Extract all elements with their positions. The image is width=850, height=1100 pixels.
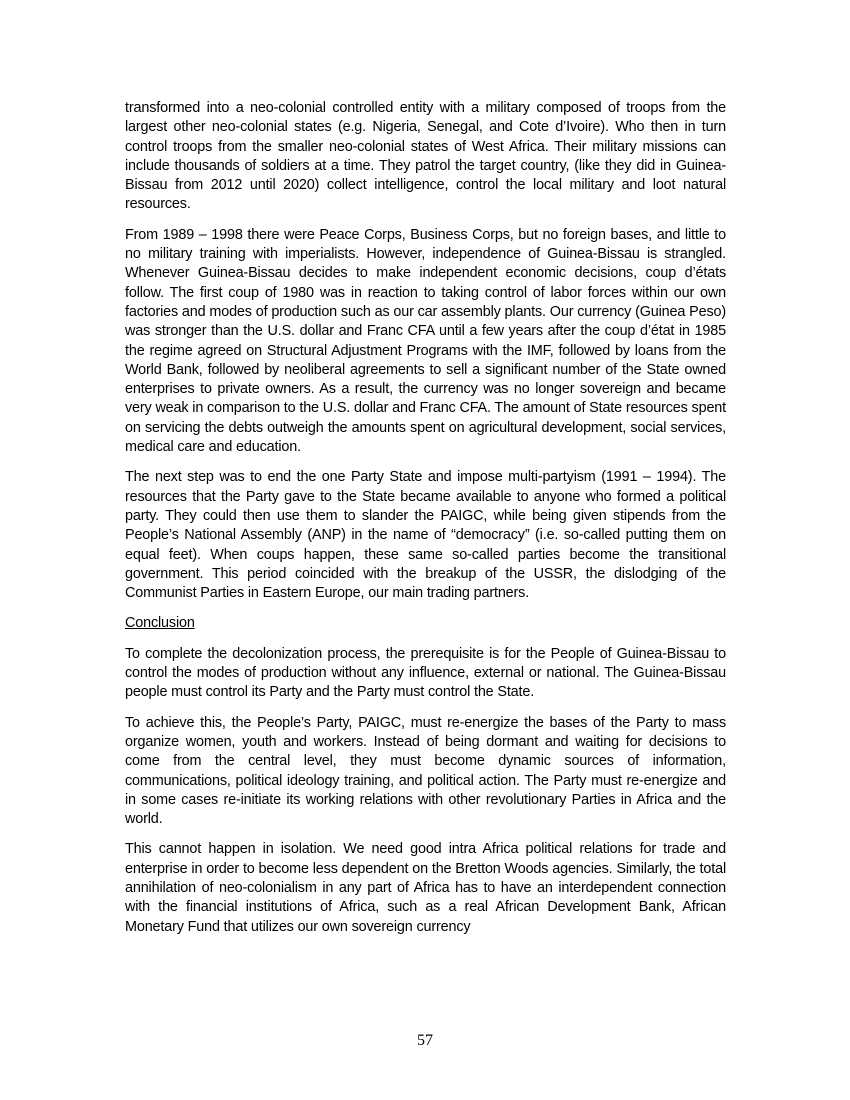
paragraph-intra-africa-relations: This cannot happen in isolation. We need good intra Africa political relations for trade and enterprise in order to become less dependent on the Bretton Woods agencies. Similarly, the total annihilation of neo-colonialism in any part of Africa has to have an interdependent connection with the financial institutions of Africa, such as a real African Development Bank, African Monetary Fund that utilizes our own sovereign currency: [125, 841, 726, 935]
page-body: [125, 99, 726, 948]
paragraph-re-energize-party: To achieve this, the People’s Party, PAIGC, must re-energize the bases of the Party to mass organize women, youth and workers. Instead of being dormant and waiting for decisions to come from the central level, they must become dynamic sources of information, communications, political ideology training, and political action. The Party must re-energize and in some cases re-initiate its working relations with other revolutionary Parties in Africa and the world.: [125, 714, 726, 828]
section-heading-conclusion: Conclusion: [125, 615, 195, 632]
paragraph-multi-partyism: The next step was to end the one Party State and impose multi-partyism (1991 – 1994). The resources that the Party gave to the State became available to anyone who formed a political party. They could then use them to slander the PAIGC, while being given stipends from the People’s National Assembly (ANP) in the name of “democracy” (i.e. so-called putting them on equal feet). When coups happen, these same so-called parties become the transitional government. This period coincided with the breakup of the USSR, the dislodging of the Communist Parties in Eastern Europe, our main trading partners.: [125, 469, 726, 602]
page-number: 57: [417, 1032, 433, 1049]
paragraph-neo-colonial-military: transformed into a neo-colonial controlled entity with a military composed of troops from the largest other neo-colonial states (e.g. Nigeria, Senegal, and Cote d’Ivoire). Who then in turn control troops from the smaller neo-colonial states of West Africa. Their military missions can include thousands of soldiers at a time. They patrol the target country, (like they did in Guinea-Bissau from 2012 until 2020) collect intelligence, control the local military and loot natural resources.: [125, 100, 726, 213]
paragraph-decolonization: To complete the decolonization process, the prerequisite is for the People of Guinea-Bissau to control the modes of production without any influence, external or national. The Guinea-Bissau people must control its Party and the Party must control the State.: [125, 645, 726, 701]
paragraph-independence-history: From 1989 – 1998 there were Peace Corps, Business Corps, but no foreign bases, and little to no military training with imperialists. However, independence of Guinea-Bissau is strangled. Whenever Guinea-Bissau decides to make independent economic decisions, coup d’états follow. The first coup of 1980 was in reaction to taking control of labor forces within our own factories and modes of production such as our car assembly plants. Our currency (Guinea Peso) was stronger than the U.S. dollar and Franc CFA until a few years after the coup d’état in 1985 the regime agreed on Structural Adjustment Programs with the IMF, followed by loans from the World Bank, followed by neoliberal agreements to sell a significant number of the State owned enterprises to private owners. As a result, the currency was no longer sovereign and became very weak in comparison to the U.S. dollar and Franc CFA. The amount of State resources spent on servicing the debts outweigh the amounts spent on agricultural development, social services, medical care and education.: [125, 226, 726, 456]
